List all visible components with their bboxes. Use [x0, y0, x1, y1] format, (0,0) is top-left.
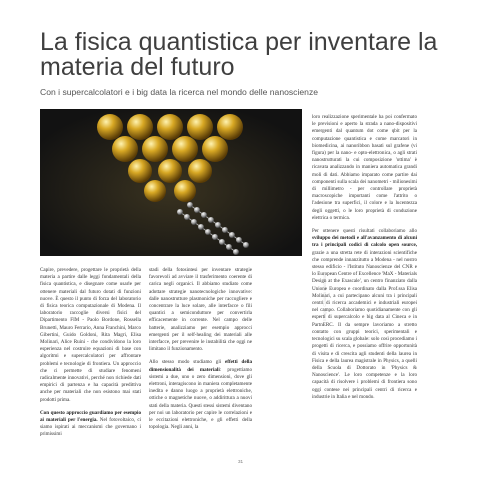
carbon-atom [205, 229, 211, 235]
carbon-atom [194, 207, 200, 213]
gold-sphere [172, 136, 198, 162]
gold-sphere [188, 159, 212, 183]
gold-sphere [174, 180, 196, 202]
carbon-atom [226, 244, 232, 250]
gold-sphere [128, 159, 152, 183]
paragraph-text: Per ottenere questi risultati collaboriamo allo [312, 228, 417, 235]
bold-phrase: effetti della dimensionalità dei materiali [149, 359, 252, 373]
gold-sphere [158, 159, 182, 183]
gold-sphere [142, 136, 168, 162]
text-column-1 [40, 267, 141, 445]
carbon-atom [222, 227, 228, 233]
paragraph [149, 359, 252, 431]
carbon-atom [212, 234, 218, 240]
bold-phrase: sviluppo dei metodi e all'avanzamento di alcuni tra i principali codici di calcolo open source, [312, 235, 417, 249]
carbon-atom [215, 222, 221, 228]
paragraph-text: grazie a una stretta rete di interazioni scientifiche che comprende innanzitutto a Modena - nel nostro stesso edificio - l'Istituto Nanoscienze del CNR e lo European Centre of Excellence 'MaX - Materials Design at the Exascale', un centro finanziato dalla Unione Europea e coordinato dalla Prof.ssa Elisa Molinari, a cui partecipano alcuni tra i principali centri di ricerca accademici e industriali europei nel campo. Collaboriamo quotidianamente con gli esperti di supercalcolo e big data al Cineca e in PartnERC. Il da sempre lavoriamo a stretto contatto con gruppi teorici, sperimentali e tecnologici su scala globale: solo così procediamo i progetti di ricerca, e possiamo offrire opportunità di visita e di crescita agli studenti della laurea in Fisica e della laurea magistrale in Physics, a quelli della Scuola di Dottorato in 'Physics & Nanoscience'. Le loro competenze e la loro capacità di risolvere i problemi di frontiera sono oggi contese nei principali centri di ricerca e industrie in Italia e nel mondo. [312, 249, 417, 400]
carbon-atom [184, 214, 190, 220]
carbon-atom [187, 202, 193, 208]
illustration-graphic [40, 109, 302, 256]
paragraph: stadi della fotosintesi per inventare strategie favorevoli ad avviare il trasferimento coerente di carica negli organici. Il abbiamo studiato come adottare strategie nanotecnologiche innovative: dalle nanostrutture plasmoniche per raccogliere e concentrare la luce solare, alle interfacce o fili quantici a semiconduttore per convertirla efficacemente in corrente. Nel campo delle batterie, analizziamo per esempio approcci emergenti per il self-healing dei materiali alle interfacce, per prevenire le instabilità che oggi ne limitano il funzionamento. [149, 267, 252, 353]
gold-sphere [187, 114, 213, 140]
page-number: 31 [238, 459, 244, 464]
carbon-atom [198, 224, 204, 230]
text-column-3 [312, 114, 417, 407]
carbon-atom [219, 239, 225, 245]
carbon-atom [177, 209, 183, 215]
image-credit: Image: Claudia Cardoso [322, 274, 327, 321]
carbon-atom [236, 237, 242, 243]
gold-sphere [157, 114, 183, 140]
article-subtitle: Con i supercalcolatori e i big data la ricerca nel mondo delle nanoscienze [40, 87, 319, 97]
paragraph: loro realizzazione sperimentale ha poi confermato le previsioni e aperto la strada a nano-dispositivi emergenti dal quantum dot come qbit per la computazione quantistica e come marcatori in biomedicina, ai nanoribbon basati sul grafene (vi figura) per la nano- e opto-elettronica, o agli strati nanostrutturati la cui composizione 'ottima' è ricavata analizzando in maniera automatica grandi moli di dati. Abbiamo imparato come partire dai componenti sulla scala dei nanometri - milionesimi di millimetro - per controllare proprietà macroscopiche importanti come l'attrito o l'adesione tra superfici, il colore e la lucentezza degli oggetti, o le loro proprietà di conduzione elettrica o termica. [312, 114, 417, 221]
gold-sphere [217, 114, 243, 140]
gold-sphere [202, 136, 228, 162]
paragraph [40, 410, 141, 439]
text-column-2 [149, 267, 252, 437]
carbon-atom [233, 249, 239, 255]
article-title: La fisica quantistica per inventare la materia del futuro [40, 28, 438, 81]
carbon-atom [243, 242, 249, 248]
gold-sphere [144, 180, 166, 202]
carbon-atom [208, 217, 214, 223]
carbon-atom [201, 212, 207, 218]
paragraph: Capire, prevedere, progettare le proprietà della materia a partire dalle leggi fondamentali della fisica quantistica, e disegnare come usarle per ottenere materiali dal futuro dotati di funzioni nuove. È questo il punto di forza del laboratorio di fisica teorica computazionale di Modena. Il laboratorio raccoglie diversi fisici del Dipartimento FIM - Paolo Bordone, Rossella Brunetti, Mauro Ferrario, Anna Franchini, Marco Gibertini, Guido Goldoni, Rita Magri, Elisa Molinari, Alice Ruini - che condividono la loro esperienza nel costruire equazioni di base con algoritmi e supercalcolatori per affrontare problemi e tecnologie di frontiera. Un approccio che ci permette di studiare fenomeni radicalmente innovativi, perché non richiede dati empirici di partenza e ha capacità predittiva anche per materiali che non esistono mai stati prodotti prima. [40, 267, 141, 403]
paragraph [312, 228, 417, 401]
carbon-atom [229, 232, 235, 238]
gold-sphere [127, 114, 153, 140]
gold-sphere [112, 136, 138, 162]
carbon-atom [191, 219, 197, 225]
paragraph-text: Nel fotovoltaico, ci siamo ispirati ai meccanismi che governano i primissimi [40, 417, 141, 438]
paragraph-text: Allo stesso modo studiamo gli [149, 359, 225, 366]
paragraph-text: : progettiamo sistemi a due, uno o zero dimensioni, dove gli elettroni, interagiscono in maniera completamente inedita e danno luogo a proprietà elettroniche, ottiche o magnetiche nuove, o addirittura a nuovi stati della materia. Questi stessi sistemi diventano per noi un laboratorio per capire le correlazioni e le eccitazioni elettroniche, e gli effetti della topologia. Negli anni, la [149, 366, 252, 431]
bold-phrase: Con questo approccio guardiamo per esempio ai materiali per l'energia. [40, 409, 141, 424]
gold-sphere [97, 114, 123, 140]
